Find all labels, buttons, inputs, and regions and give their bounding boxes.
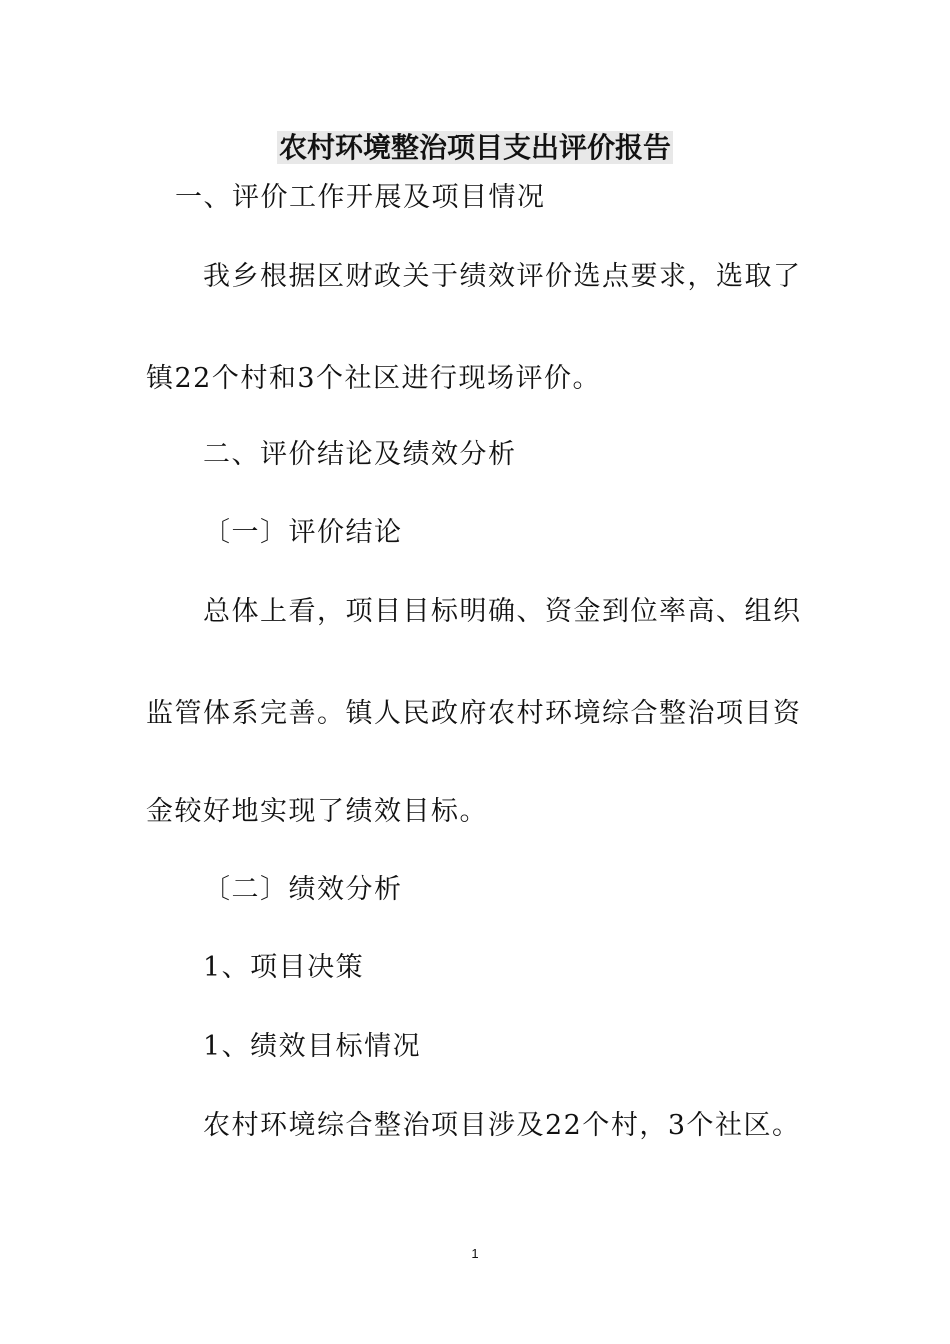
list-item-heading: 1、绩效目标情况: [203, 1031, 422, 1062]
paragraph-line: 金较好地实现了绩效目标。: [146, 796, 488, 827]
paragraph-line: 我乡根据区财政关于绩效评价选点要求，选取了: [203, 261, 802, 292]
subsection-heading: 〔一〕评价结论: [203, 517, 403, 548]
subsection-heading: 〔二〕绩效分析: [203, 874, 403, 905]
paragraph-line: 监管体系完善。镇人民政府农村环境综合整治项目资: [146, 698, 802, 729]
paragraph-line: 农村环境综合整治项目涉及22个村，3个社区。: [203, 1110, 801, 1141]
list-item-heading: 1、项目决策: [203, 952, 365, 983]
paragraph-line: 总体上看，项目目标明确、资金到位率高、组织: [203, 596, 802, 627]
document-title: [0, 128, 950, 168]
page-number: 1: [471, 1246, 479, 1261]
paragraph-line: 镇22个村和3个社区进行现场评价。: [146, 363, 602, 394]
document-title-text: 农村环境整治项目支出评价报告: [278, 131, 671, 164]
section-heading-1: 一、评价工作开展及项目情况: [175, 182, 546, 213]
section-heading-2: 二、评价结论及绩效分析: [203, 439, 517, 470]
